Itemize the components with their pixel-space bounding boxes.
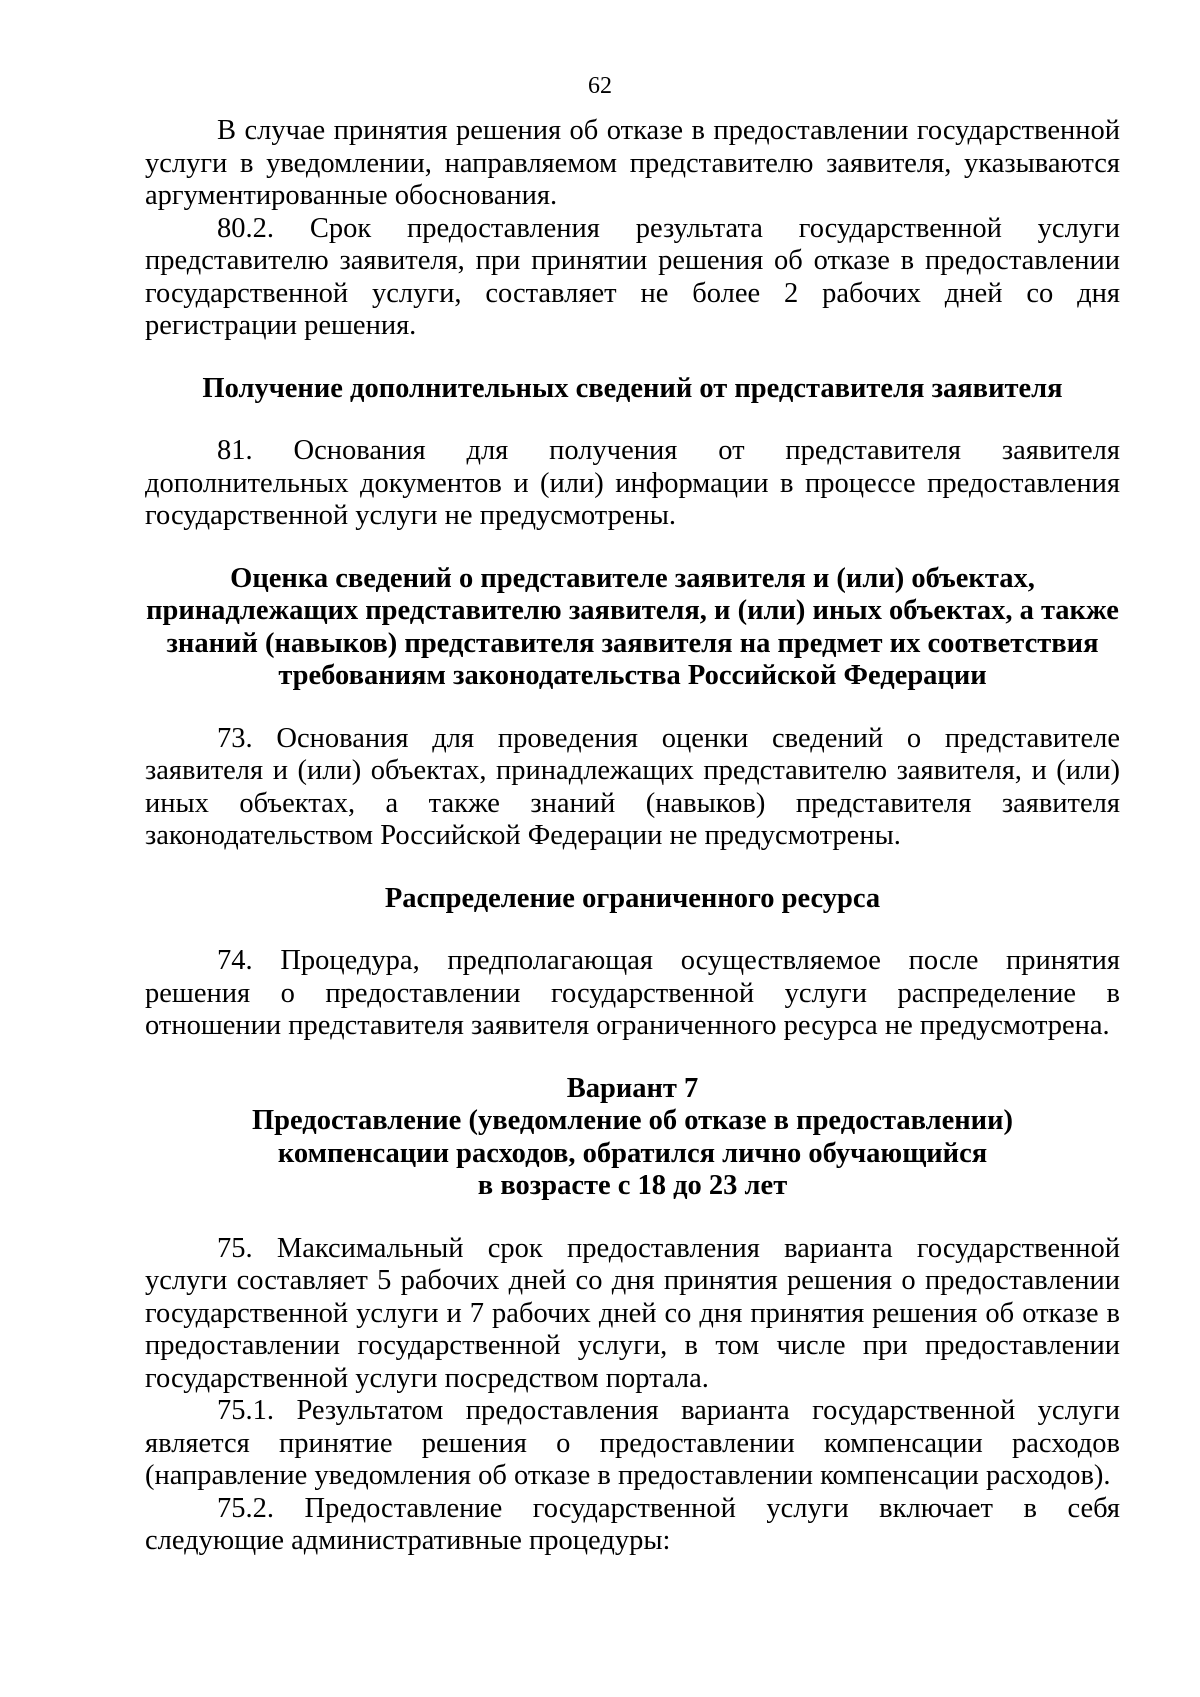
paragraph-73: 73. Основания для проведения оценки сведений о представителе заявителя и (или) объектах, принадлежащих представителю заявителя, и (или) иных объектах, а также знаний (навыков) представителя заявителя законодательством Российской Федерации не предусмотрены. <box>145 722 1120 851</box>
heading-line: требованиям законодательства Российской Федерации <box>278 660 987 691</box>
page-number: 62 <box>588 73 612 99</box>
section-heading-additional-info: Получение дополнительных сведений от представителя заявителя <box>202 372 1063 404</box>
heading-line: Оценка сведений о представителе заявителя и (или) объектах, <box>230 562 1035 594</box>
heading-line: в возрасте с 18 до 23 лет <box>477 1170 788 1201</box>
section-heading-variant-7 <box>145 1073 1120 1203</box>
section-heading-limited-resource: Распределение ограниченного ресурса <box>384 882 881 914</box>
paragraph-81: 81. Основания для получения от представителя заявителя дополнительных документов и (или) информации в процессе предоставления государственной услуги не предусмотрены. <box>145 435 1120 531</box>
heading-line: принадлежащих представителю заявителя, и (или) иных объектах, а также <box>146 595 1119 626</box>
heading-line: Предоставление (уведомление об отказе в предоставлении) <box>251 1105 1014 1136</box>
paragraph-75-2: 75.2. Предоставление государственной услуги включает в себя следующие административные процедуры: <box>145 1492 1120 1556</box>
document-body <box>145 115 1120 1558</box>
paragraph-75: 75. Максимальный срок предоставления варианта государственной услуги составляет 5 рабочих дней со дня принятия решения о предоставлении государственной услуги и 7 рабочих дней со дня принятия решения об отказе в предоставлении государственной услуги, в том числе при предоставлении государственной услуги посредством портала. <box>145 1232 1120 1394</box>
paragraph-refusal-justification: В случае принятия решения об отказе в предоставлении государственной услуги в уведомлении, направляемом представителю заявителя, указываются аргументированные обоснования. <box>145 115 1120 211</box>
heading-line: знаний (навыков) представителя заявителя на предмет их соответствия <box>166 627 1099 659</box>
heading-line: Вариант 7 <box>566 1072 699 1104</box>
heading-line: компенсации расходов, обратился лично обучающийся <box>277 1137 988 1169</box>
paragraph-80-2: 80.2. Срок предоставления результата государственной услуги представителю заявителя, при принятии решения об отказе в предоставлении государственной услуги, составляет не более 2 рабочих дней со дня регистрации решения. <box>145 212 1120 341</box>
paragraph-75-1: 75.1. Результатом предоставления варианта государственной услуги является принятие решения о предоставлении компенсации расходов (направление уведомления об отказе в предоставлении компенсации расходов). <box>145 1395 1120 1491</box>
paragraph-74: 74. Процедура, предполагающая осуществляемое после принятия решения о предоставлении государственной услуги распределение в отношении представителя заявителя ограниченного ресурса не предусмотрена. <box>145 945 1120 1041</box>
section-heading-assessment <box>145 563 1120 693</box>
